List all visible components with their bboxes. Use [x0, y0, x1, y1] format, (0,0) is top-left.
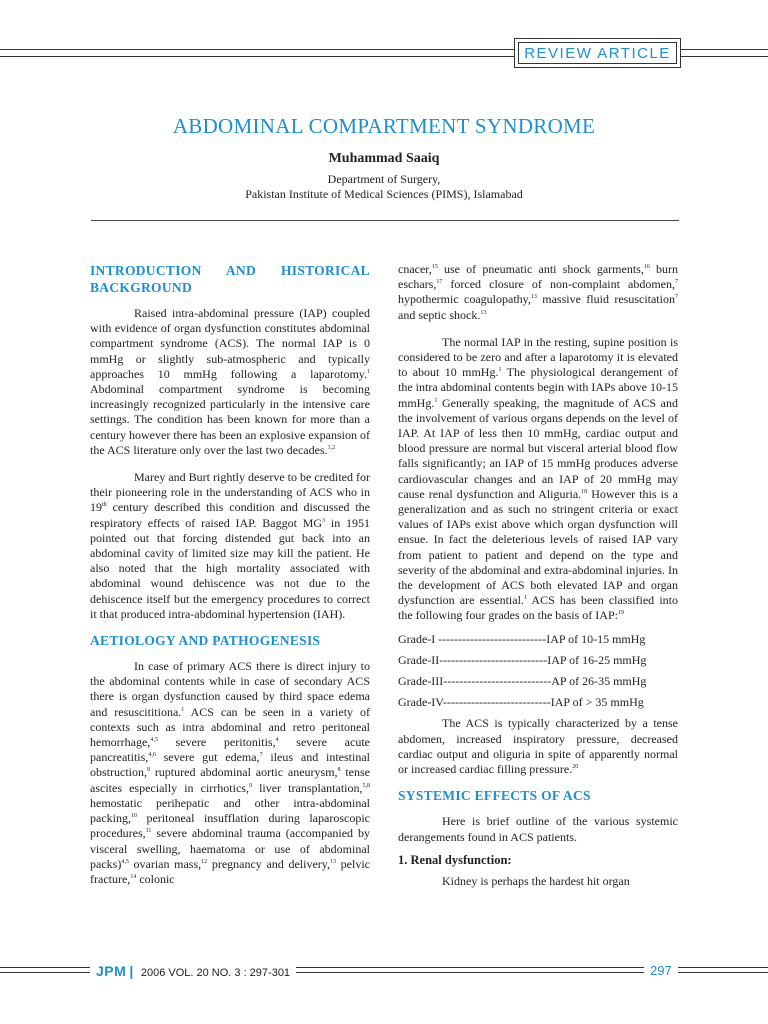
article-title: ABDOMINAL COMPARTMENT SYNDROME	[172, 114, 596, 138]
paragraph-intro-2: Marey and Burt rightly deserve to be credited for their pioneering role in the understanding of ACS who in 19th century described this condition and discussed the respiratory effects of raised IAP. Baggot $MG^3$ in 1951 pointed out that forcing distended gut back into an abdominal cavity of limited size may kill the patient. He also noted that the high mortality associated with abdominal wound dehiscence was not due to the dehiscence itself but the emergency procedures to correct it that produced intra-abdominal hypertension (IAH).	[90, 470, 370, 621]
article-author: Muhammad Saaiq	[328, 151, 440, 166]
heading-introduction: INTRODUCTION AND HISTORICAL BACKGROUND	[90, 263, 370, 295]
paragraph-aetiology: In case of primary ACS there is direct injury to the abdominal contents while in case of secondary ACS there is organ dysfunction caused by third space edema and resuscititiona.$^1$ ACS can be seen in a variety of contexts such as intra abdominal and retro peritoneal hemorrhage,$^{4,5}$ severe peritonitis,$^4$ severe acute pancreatitis,$^{4,6}$ severe gut edema,$^7$ ileus and intestinal obstruction,$^8$ ruptured abdominal aortic aneurysm,$^8$ tense ascites especially in cirrhotics,$^9$ liver transplantation,$^{5,8}$ hemostatic perihepatic and other intra-abdominal packing,$^{10}$ peritoneal insufflation during laparoscopic procedures,$^{11}$ severe abdominal trauma (accompanied by visceral swelling, haematoma or use of abdominal packs)$^{4,5}$ ovarian mass,$^{12}$ pregnancy and delivery,$^{13}$ pelvic fracture,$^{14}$ colonic	[90, 659, 371, 886]
paragraph-characterization: The ACS is typically characterized by a tense abdomen, increased inspiratory pressure, decreased cardiac output and oliguria in spite of apparently normal or increased cardiac filling pressure.$^{20}$	[398, 716, 678, 777]
affiliation-line-2: Pakistan Institute of Medical Sciences (PIMS), Islamabad	[245, 187, 523, 201]
grade-item: Grade-I ---------------------------IAP of 10-15 mmHg	[398, 631, 646, 646]
heading-systemic-effects: SYSTEMIC EFFECTS OF ACS	[398, 788, 591, 804]
left-column	[90, 262, 370, 887]
grade-item: Grade-IV---------------------------IAP of > 35 mmHg	[398, 695, 644, 710]
paragraph-normal-iap: The normal IAP in the resting, supine position is considered to be zero and after a laparotomy it is elevated to about 10 mmHg.$^1$ The physiological derangement of the intra abdominal contents begin with IAPs above 10-15 mmHg.$^1$ Generally speaking, the magnitude of ACS and the involvement of various organs depends on the level of IAP. At IAP of less then 10 mmHg, cardiac output and blood pressure are normal but visceral arterial blood flow falls significantly; an IAP of 15 mmHg produces adverse cardiovascular changes and an IAP of 20 mmHg may cause renal dysfunction and Aliguria.$^{18}$ However this is a generalization and as such no stringent criteria or exact values of IAPs exist above which organ dysfunction will ensue. In fact the deleterious levels of raised IAP vary from patient to patient and depend on the type and severity of the abdominal and extra-abdominal injuries. In the development of ACS both elevated IAP and organ dysfunction are essential.$^1$ ACS has been classified into the following four grades on the basis of IAP:$^{19}$	[398, 334, 679, 623]
heading-aetiology: AETIOLOGY AND PATHOGENESIS	[90, 633, 321, 649]
grade-item: Grade-II---------------------------IAP of 16-25 mmHg	[398, 652, 647, 667]
paragraph-intro-1: Raised intra-abdominal pressure (IAP) coupled with evidence of organ dysfunction constitutes abdominal compartment syndrome (ACS). The normal IAP is 0 mmHg or slightly sub-atmospheric and typically approaches 10 mmHg following a laparotomy.$^1$ Abdominal compartment syndrome is becoming increasingly recognized particularly in the intensive care settings. The condition has been known for more than a century however there has been an explosive expansion of the ACS literature only over the last two decades.$^{1,2}$	[90, 306, 370, 457]
paragraph-systemic-outline: Here is brief outline of the various systemic derangements found in ACS patients.	[398, 814, 678, 844]
paragraph-causes-continued: cnacer,$^{15}$ use of pneumatic anti shock garments,$^{16}$ burn eschars,$^{17}$ forced closure of non-complaint abdomen,$^7$ hypothermic coagulopathy,$^{13}$ massive fluid resuscitation$^7$ and septic shock.$^{13}$	[398, 262, 678, 322]
section-label-box	[514, 38, 681, 68]
footer-citation-block	[90, 960, 296, 982]
footer-citation: 2006 VOL. 20 NO. 3 : 297-301	[140, 967, 291, 979]
section-label: REVIEW ARTICLE	[518, 42, 677, 64]
paragraph-renal: Kidney is perhaps the hardest hit organ	[442, 873, 630, 888]
article-affiliation	[0, 172, 768, 202]
journal-abbrev: JPM	[96, 963, 127, 979]
affiliation-line-1: Department of Surgery,	[327, 172, 441, 186]
footer-separator: |	[129, 963, 134, 979]
grade-item: Grade-III---------------------------AP of 26-35 mmHg	[398, 674, 647, 689]
heading-renal: 1. Renal dysfunction:	[398, 852, 512, 867]
page-number: 297	[644, 960, 678, 982]
title-divider	[91, 220, 679, 221]
grade-list	[398, 632, 678, 711]
right-column	[398, 262, 678, 889]
